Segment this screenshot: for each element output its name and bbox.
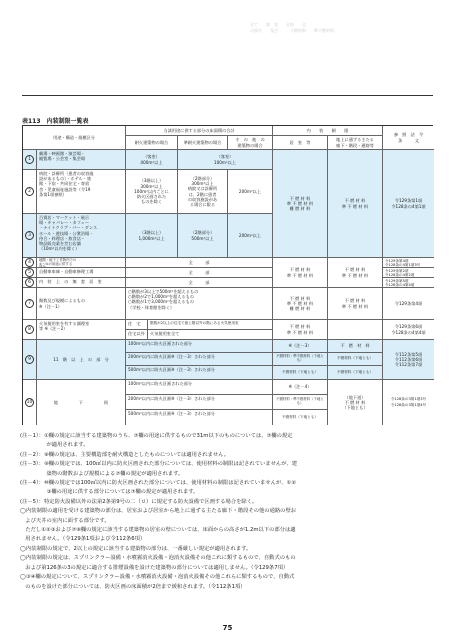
note-line: (注－1）：①欄の規定に該当する建築物のうち、⑦欄の用途に供するもので31m以下のものについては、⑦欄の規定 bbox=[20, 433, 293, 439]
row-number: 5 bbox=[23, 268, 37, 278]
faint-header-text: 全て 客 室 全体 全 の部分 及び 不燃材料 準不燃材料 bbox=[250, 22, 334, 33]
note-line: ③欄の用途に供する部分については⑦欄の規定が適用されます。 bbox=[20, 489, 199, 496]
compartment-line: 100m²以内に防火区画された部分 bbox=[126, 380, 273, 395]
note-line: (注－2）：⑧欄の規定は、主要構造部を耐火構造としたものについては適用されません。 bbox=[20, 451, 230, 458]
interior-room-cell: ※（注－3） bbox=[273, 340, 328, 353]
interior-corridor-cell: 不 燃 材 料 準 不 燃 材 料 bbox=[328, 288, 383, 320]
subtype-desc: 階数が2以上の住宅で最上階以外の階にある火気使用室 bbox=[148, 320, 273, 330]
use-cell: 地 下 街 bbox=[37, 380, 126, 425]
scale-cell bbox=[126, 288, 273, 320]
fire-resistant-cell: （3階以上） 1,000m²以上 bbox=[126, 214, 178, 258]
interior-room-cell: 不 燃 材 料 準 不 燃 材 料 bbox=[273, 320, 328, 340]
interior-room-cell: 不燃材料（下地とも） bbox=[273, 366, 328, 380]
fire-resistant-cell: （3階以上） 300m²以上 100m²以内ごとに 防火区画された ものを除く bbox=[126, 170, 178, 214]
reference-cell: 令129条第4項 bbox=[383, 288, 434, 320]
row-number: 8 bbox=[23, 320, 37, 340]
compartment-line: 500m²以内に防火区画※（注－3）された部分 bbox=[126, 366, 273, 380]
row-number: 2 bbox=[23, 170, 37, 214]
row-number: 4 bbox=[23, 258, 37, 268]
interior-corridor-cell: 不 燃 材 料 準 不 燃 材 料 bbox=[328, 150, 383, 258]
compartment-line: 200m²以内に防火区画※（注－3）された部分 bbox=[126, 395, 273, 410]
fire-resistant-cell: （客室） 400m²以上 bbox=[126, 150, 178, 170]
row-number: 6 bbox=[23, 278, 37, 288]
use-cell: 11 階 以 上 の 部 分 bbox=[37, 340, 126, 380]
use-cell: 火気使用室を有する調理室 等 ※（注－2） bbox=[37, 320, 126, 340]
reference-cell: 令112条第5項 令112条第6項 令112条第7項 bbox=[383, 340, 434, 380]
interior-room-cell: ※（注－4） bbox=[273, 380, 328, 395]
use-cell: 地階・地下工作物内での ①～③の用途に供する 部分 bbox=[37, 258, 126, 268]
row-number: 7 bbox=[23, 288, 37, 320]
interior-room-cell: 不燃材料・準不燃材料（下地とも） bbox=[273, 353, 328, 366]
other-cell: 200m²以上 bbox=[228, 170, 273, 214]
subtype-cell: 住 宅 bbox=[126, 320, 148, 330]
scale-item: ○階数が3以上で500m²を超えるもの bbox=[128, 289, 199, 294]
note-line: ◯③④欄の規定について、スプリンクラー設備・水噴霧消火設備・泡消火設備その他これらに類するもので、自動式 bbox=[20, 574, 295, 581]
note-line: よび天井の室内に面する部分です。 bbox=[20, 517, 110, 524]
compartment-line: 200m²以内に防火区画※（注－3）された部分 bbox=[126, 353, 273, 366]
scale-item: ○階数が2で1,000m²を超えるもの bbox=[128, 294, 194, 300]
quasi-cell: （2階部分） 500m²以上 bbox=[178, 214, 228, 258]
note-line: (注－4）：⑩欄の規定では100㎡以内に防火区画された部分については、使用材料の制限は記されていませんが、①② bbox=[20, 480, 296, 487]
use-cell: 自動車車庫・自動車修理工場 bbox=[37, 268, 126, 278]
scale-item: （学校・体育館を除く） bbox=[128, 304, 175, 310]
interior-corridor-cell: 不 燃 材 料 bbox=[328, 340, 383, 353]
row-number: 9 bbox=[23, 340, 37, 380]
interior-corridor-cell: 不燃材料（下地とも） bbox=[328, 353, 383, 366]
table-title: 表113 内装制限一覧表 bbox=[22, 118, 89, 125]
compartment-line: 100m²以内に防火区画された部分 bbox=[126, 340, 273, 353]
header-fire-resistant: 耐火建築物の場合 bbox=[126, 136, 178, 150]
scope-cell: 全 部 bbox=[126, 268, 273, 278]
row-number: 3 bbox=[23, 214, 37, 258]
other-cell: 200m²以上 bbox=[228, 214, 273, 258]
interior-corridor-cell: 不 燃 材 料 準 不 燃 材 料 bbox=[328, 258, 383, 288]
quasi-cell: （2階部分） 300m²以上 病院又は診療所 は、2階に患者 の収容施設があ る場合に限る bbox=[178, 170, 228, 214]
note-line: ◯内装制限の規定で、2以上の規定に該当する建築物の部分は、一番厳しい規定が適用されます。 bbox=[20, 545, 252, 552]
use-cell: 病院・診療所（患者の収容施 設があるもの）・ホテル・旅 館・下宿・共同住宅・寄宿 舎・児童福祉施設等（令19 条第1項参照） bbox=[37, 170, 126, 214]
header-room: 居 室 等 bbox=[273, 136, 328, 150]
note-line: 築物の階数および規模による⑦欄の規定が適用されます。 bbox=[20, 470, 184, 477]
note-line: ◯内装制限の規定は、スプリンクラー設備・水噴霧消火設備・泡消火設備その他これに類するもので、自動式のもの bbox=[20, 555, 296, 562]
interior-room-cell: 不燃材料・準不燃材料（下地とも） bbox=[273, 395, 328, 410]
reference-cell: 令129条第2項 令128条の4第2項 bbox=[383, 268, 434, 278]
quasi-cell: （客室） 100m²以上 bbox=[178, 150, 273, 170]
reference-cell: 令128条の3第1項3号 令128条の3第1項4号 bbox=[383, 380, 434, 425]
interior-corridor-cell bbox=[328, 320, 383, 340]
reference-cell: 令129条第6項 令128条の4第4項 bbox=[383, 320, 434, 340]
compartment-line: 500m²以内に防火区画※（注－3）された部分 bbox=[126, 410, 273, 425]
note-line: および第126条の3の規定に適合する排煙設備を設けた建築物の部分については適用しません。（令129条7項） bbox=[20, 564, 289, 571]
interior-room-cell: 不 燃 材 料 準 不 燃 材 料 難 燃 材 料 bbox=[273, 288, 328, 320]
note-line: (注－3）：⑨欄の規定では、100㎡以内に防火区画された部分については、使用材料の制限は記されていませんが、建 bbox=[20, 461, 298, 468]
interior-room-cell: 不燃材料（下地とも） bbox=[273, 410, 328, 425]
note-line: が適用されます。 bbox=[20, 442, 89, 449]
scope-cell: 全 部 bbox=[126, 278, 273, 288]
interior-room-cell: 不 燃 材 料 準 不 燃 材 料 難 燃 材 料 bbox=[273, 150, 328, 258]
interior-room-cell: 不 燃 材 料 準 不 燃 材 料 bbox=[273, 258, 328, 288]
use-cell: 内 装 上 の 無 窓 居 室 bbox=[37, 278, 126, 288]
header-use-scale: 用途・構造・規模区分 bbox=[23, 126, 126, 150]
use-cell: 階数及び規模によるもの ※（注－1） bbox=[37, 288, 126, 320]
reference-cell: 令129条第5項 令128条の4第4項 bbox=[383, 278, 434, 288]
scale-item: ○階数が1で3,000m²を超えるもの bbox=[128, 299, 194, 305]
subtype-desc: 火気使用室全て bbox=[148, 330, 273, 340]
header-quasi: 準耐火建築物の場合 bbox=[178, 136, 228, 150]
note-line: (注－5）：特定防火設備以外の法第2条第9号の二（ロ）に規定する防火設備で区画する場合を除く。 bbox=[20, 498, 258, 505]
header-other: そ の 他 の 建築物の場合 bbox=[228, 136, 273, 150]
header-ref: 参 照 法 令 条 文 bbox=[383, 126, 434, 150]
top-rule bbox=[22, 95, 433, 96]
interior-corridor-cell: 不燃材料（下地とも） bbox=[328, 366, 383, 380]
header-floor-area: 当該用途に供する部分の床面積の合計 bbox=[126, 126, 273, 136]
header-corridor: 地上に通ずる主たる 廊下・階段・通路等 bbox=[328, 136, 383, 150]
interior-corridor-cell: （地下道） 不 燃 材 料 （下地とも） bbox=[328, 380, 383, 425]
row-number: 10 bbox=[23, 380, 37, 425]
note-line: 用されません。（令129条1項および令112条6項） bbox=[20, 536, 146, 543]
reference-cell: 令129条第4項 令128条の4第1項3号 bbox=[383, 258, 434, 268]
row-number: 1 bbox=[23, 150, 37, 170]
notes-section bbox=[20, 432, 436, 592]
use-cell: 劇場・映画館・演芸場・ 観覧場・公会堂・集会場 bbox=[37, 150, 126, 170]
note-line: ◯内装制限の適用を受ける建築物の部分は、居室および居室から地上に通ずる主たる廊下・階段その他の通路の壁お bbox=[20, 508, 297, 515]
use-cell: 百貨店・マーケット・展示 場・キャバレー・カフェー ・ナイトクラブ・バー・ダンス ホール・遊技場・公衆浴場・ 待合・料理店・飲食店・ 物品販売業を営む店舗 （10m²以内を除く） bbox=[37, 214, 126, 258]
subtype-cell: 住宅以外 bbox=[126, 330, 148, 340]
page-number: 75 bbox=[222, 624, 233, 632]
note-line: のものを設けた部分については、防火区画の床面積が2倍まで緩和されます。（令112条1項） bbox=[20, 583, 246, 590]
scope-cell: 全 部 bbox=[126, 258, 273, 268]
header-interior: 内 装 制 限 bbox=[273, 126, 383, 136]
reference-cell: 令129条第1項 令128条の4第1項 bbox=[383, 150, 434, 258]
interior-restriction-table bbox=[22, 125, 433, 425]
note-line: ただし①②③および⑦⑧欄の規定に該当する建築物の居室の壁については、床面からの高さが1.2m以下の部分は適 bbox=[20, 527, 296, 534]
